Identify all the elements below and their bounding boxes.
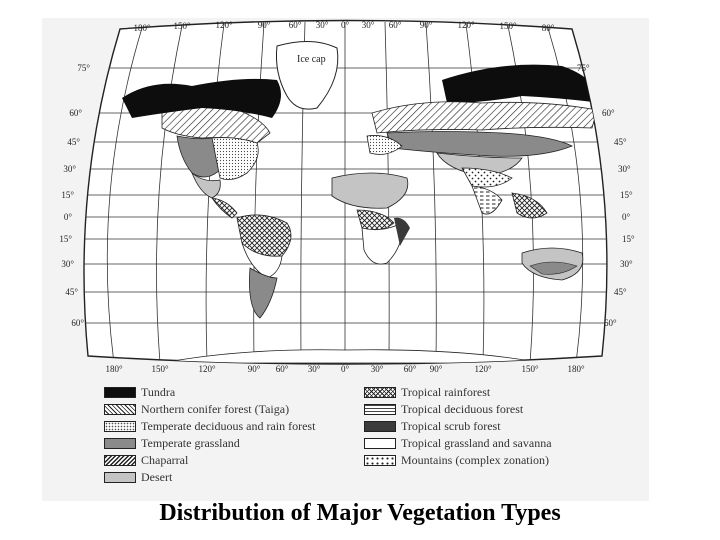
left-lat-label: 60° xyxy=(71,318,84,328)
legend-label: Tropical grassland and savanna xyxy=(401,435,552,450)
legend-item-tundra xyxy=(104,385,175,399)
bottom-lon-label: 150° xyxy=(151,364,169,374)
bottom-longitude-labels xyxy=(105,364,585,374)
top-lon-label: 80° xyxy=(541,23,555,33)
bottom-lon-label: 90° xyxy=(247,364,261,374)
top-lon-label: 30° xyxy=(315,20,329,30)
page-title: Distribution of Major Vegetation Types xyxy=(159,500,561,526)
right-lat-label: 30° xyxy=(620,259,633,269)
top-lon-label: 90° xyxy=(419,20,433,30)
bottom-lon-label: 180° xyxy=(105,364,123,374)
top-lon-label: 150° xyxy=(499,21,517,31)
right-lat-label: 60° xyxy=(604,318,617,328)
top-lon-label: 60° xyxy=(288,20,302,30)
top-lon-label: 150° xyxy=(173,21,191,31)
bottom-lon-label: 180° xyxy=(567,364,585,374)
top-lon-label: 0° xyxy=(340,20,350,30)
top-lon-label: 120° xyxy=(215,20,233,30)
right-lat-label: 60° xyxy=(602,108,615,118)
map-legend xyxy=(42,385,649,495)
top-lon-label: 30° xyxy=(361,20,375,30)
bottom-lon-label: 150° xyxy=(521,364,539,374)
right-lat-label: 15° xyxy=(622,234,635,244)
ice-cap-label: Ice cap xyxy=(297,54,326,65)
legend-swatch xyxy=(364,438,396,449)
legend-swatch xyxy=(104,472,136,483)
legend-item-tropical-scrub xyxy=(364,419,501,433)
left-lat-label: 45° xyxy=(67,137,80,147)
legend-item-tropical-savanna xyxy=(364,436,552,450)
legend-label: Tundra xyxy=(141,384,176,399)
bottom-lon-label: 30° xyxy=(370,364,384,374)
legend-swatch xyxy=(104,404,136,415)
left-lat-label: 0° xyxy=(63,212,72,222)
legend-item-mountains xyxy=(364,453,549,467)
legend-swatch xyxy=(104,438,136,449)
legend-item-taiga xyxy=(104,402,289,416)
legend-item-temperate-grassland xyxy=(104,436,240,450)
legend-label: Desert xyxy=(141,469,173,484)
top-lon-label: 120° xyxy=(457,20,475,30)
right-lat-label: 30° xyxy=(618,164,631,174)
left-lat-label: 15° xyxy=(59,234,72,244)
legend-label: Tropical deciduous forest xyxy=(401,401,524,416)
right-lat-label: 45° xyxy=(614,287,627,297)
legend-swatch xyxy=(364,455,396,466)
legend-swatch xyxy=(104,421,136,432)
top-lon-label: 90° xyxy=(257,20,271,30)
left-lat-label: 75° xyxy=(77,63,90,73)
legend-swatch xyxy=(104,455,136,466)
legend-swatch xyxy=(364,387,396,398)
legend-label: Tropical rainforest xyxy=(401,384,491,399)
right-lat-label: 0° xyxy=(622,212,631,222)
right-lat-label: 45° xyxy=(614,137,627,147)
left-lat-label: 60° xyxy=(69,108,82,118)
bottom-lon-label: 60° xyxy=(403,364,417,374)
legend-label: Temperate grassland xyxy=(141,435,240,450)
bottom-lon-label: 30° xyxy=(307,364,321,374)
legend-item-tropical-rainforest xyxy=(364,385,490,399)
bottom-lon-label: 60° xyxy=(275,364,289,374)
legend-swatch xyxy=(364,421,396,432)
left-lat-label: 15° xyxy=(61,190,74,200)
left-lat-label: 30° xyxy=(63,164,76,174)
top-lon-label: 180° xyxy=(133,23,151,33)
bottom-lon-label: 90° xyxy=(429,364,443,374)
legend-swatch xyxy=(104,387,136,398)
left-lat-label: 45° xyxy=(65,287,78,297)
legend-label: Northern conifer forest (Taiga) xyxy=(141,401,290,416)
bottom-lon-label: 0° xyxy=(340,364,350,374)
legend-item-desert xyxy=(104,470,172,484)
right-lat-label: 15° xyxy=(620,190,633,200)
legend-swatch xyxy=(364,404,396,415)
legend-label: Chaparral xyxy=(141,452,189,467)
legend-item-chaparral xyxy=(104,453,188,467)
legend-item-temperate-deciduous xyxy=(104,419,315,433)
top-lon-label: 60° xyxy=(388,20,402,30)
legend-label: Temperate deciduous and rain forest xyxy=(141,418,316,433)
right-lat-label: 75° xyxy=(577,63,590,73)
bottom-lon-label: 120° xyxy=(474,364,492,374)
legend-label: Tropical scrub forest xyxy=(401,418,501,433)
legend-label: Mountains (complex zonation) xyxy=(401,452,549,467)
legend-item-tropical-deciduous xyxy=(364,402,523,416)
bottom-lon-label: 120° xyxy=(198,364,216,374)
left-lat-label: 30° xyxy=(61,259,74,269)
